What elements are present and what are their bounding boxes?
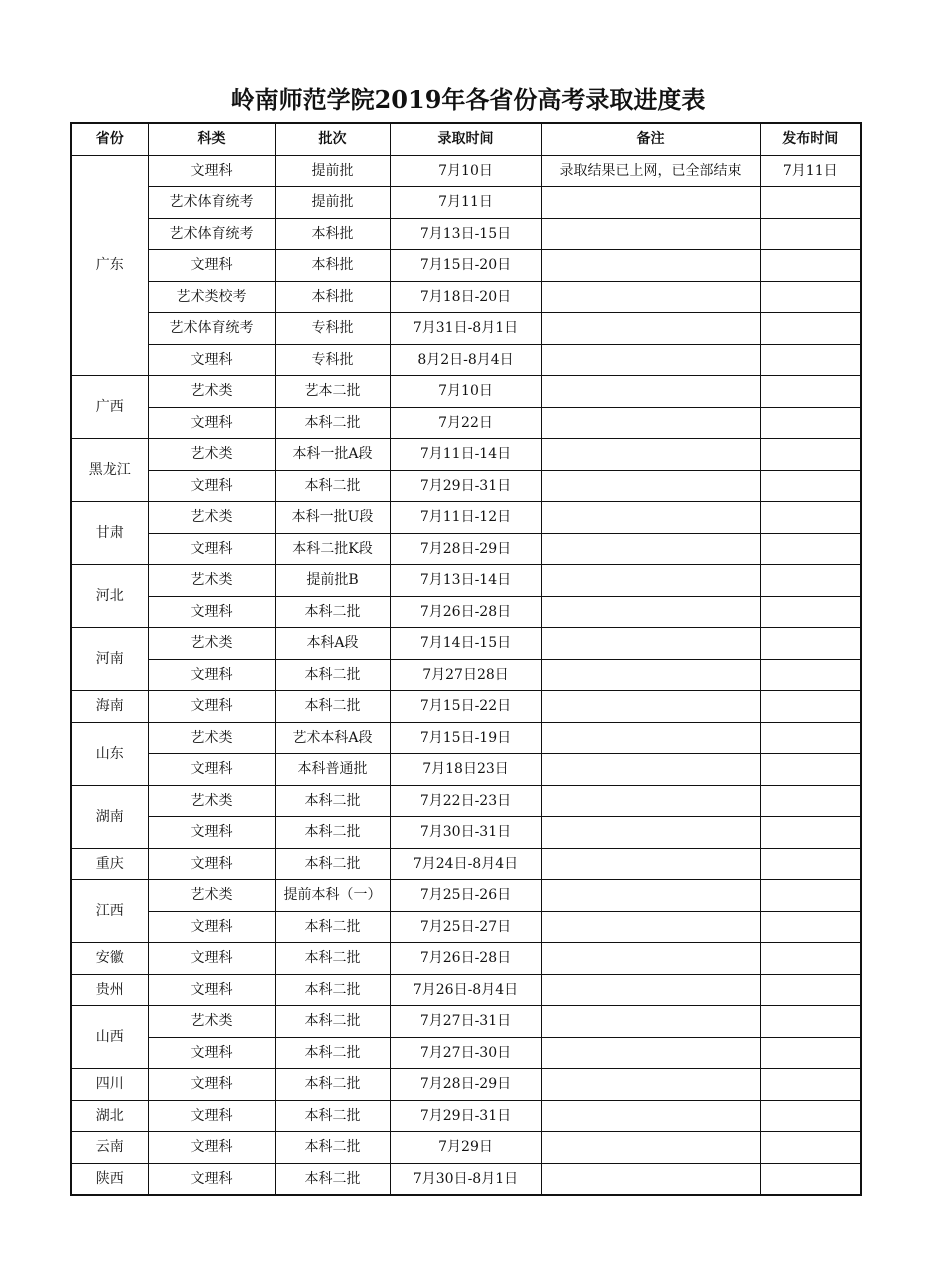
batch-cell: 本科二批 [275, 974, 390, 1006]
category-cell: 艺术类 [148, 1006, 275, 1038]
province-cell: 四川 [71, 1069, 148, 1101]
note-cell [541, 628, 760, 660]
table-body [71, 155, 861, 1195]
note-cell [541, 974, 760, 1006]
note-cell [541, 943, 760, 975]
category-cell: 艺术类校考 [148, 281, 275, 313]
admission-time-cell: 7月25日-26日 [390, 880, 541, 912]
batch-cell: 本科二批 [275, 470, 390, 502]
province-cell: 云南 [71, 1132, 148, 1164]
publish-time-cell [760, 1006, 861, 1038]
table-row [71, 187, 861, 219]
note-cell [541, 785, 760, 817]
province-cell: 广西 [71, 376, 148, 439]
note-cell [541, 1037, 760, 1069]
note-cell [541, 848, 760, 880]
table-row [71, 628, 861, 660]
publish-time-cell [760, 313, 861, 345]
province-cell: 海南 [71, 691, 148, 723]
admission-time-cell: 7月30日-8月1日 [390, 1163, 541, 1195]
publish-time-cell [760, 691, 861, 723]
batch-cell: 本科二批 [275, 1069, 390, 1101]
category-cell: 艺术体育统考 [148, 187, 275, 219]
table-row [71, 250, 861, 282]
note-cell [541, 722, 760, 754]
table-row [71, 470, 861, 502]
note-cell [541, 187, 760, 219]
batch-cell: 本科二批 [275, 659, 390, 691]
note-cell: 录取结果已上网，已全部结束 [541, 155, 760, 187]
publish-time-cell [760, 218, 861, 250]
admission-time-cell: 7月10日 [390, 376, 541, 408]
admission-time-cell: 7月22日 [390, 407, 541, 439]
note-cell [541, 596, 760, 628]
batch-cell: 专科批 [275, 313, 390, 345]
publish-time-cell [760, 911, 861, 943]
province-cell: 甘肃 [71, 502, 148, 565]
publish-time-cell [760, 659, 861, 691]
batch-cell: 本科一批U段 [275, 502, 390, 534]
table-row [71, 313, 861, 345]
table-row [71, 691, 861, 723]
batch-cell: 本科二批 [275, 1163, 390, 1195]
category-cell: 文理科 [148, 754, 275, 786]
admission-table [70, 122, 862, 1196]
table-row [71, 1100, 861, 1132]
batch-cell: 本科批 [275, 281, 390, 313]
admission-time-cell: 7月31日-8月1日 [390, 313, 541, 345]
publish-time-cell [760, 817, 861, 849]
admission-time-cell: 8月2日-8月4日 [390, 344, 541, 376]
table-row [71, 722, 861, 754]
admission-time-cell: 7月11日 [390, 187, 541, 219]
category-cell: 文理科 [148, 1069, 275, 1101]
admission-time-cell: 7月26日-28日 [390, 943, 541, 975]
batch-cell: 本科二批 [275, 596, 390, 628]
admission-time-cell: 7月18日-20日 [390, 281, 541, 313]
category-cell: 艺术类 [148, 376, 275, 408]
admission-time-cell: 7月15日-20日 [390, 250, 541, 282]
note-cell [541, 1100, 760, 1132]
note-cell [541, 691, 760, 723]
batch-cell: 本科批 [275, 250, 390, 282]
admission-time-cell: 7月28日-29日 [390, 1069, 541, 1101]
province-cell: 安徽 [71, 943, 148, 975]
category-cell: 文理科 [148, 1037, 275, 1069]
category-cell: 文理科 [148, 691, 275, 723]
table-row [71, 754, 861, 786]
province-cell: 重庆 [71, 848, 148, 880]
header-admission-time: 录取时间 [390, 123, 541, 155]
publish-time-cell [760, 880, 861, 912]
table-row [71, 565, 861, 597]
admission-time-cell: 7月10日 [390, 155, 541, 187]
header-publish-time: 发布时间 [760, 123, 861, 155]
category-cell: 艺术体育统考 [148, 218, 275, 250]
admission-time-cell: 7月27日28日 [390, 659, 541, 691]
admission-time-cell: 7月29日 [390, 1132, 541, 1164]
province-cell: 河南 [71, 628, 148, 691]
table-row [71, 1069, 861, 1101]
publish-time-cell [760, 754, 861, 786]
note-cell [541, 1163, 760, 1195]
batch-cell: 本科二批 [275, 407, 390, 439]
publish-time-cell [760, 1132, 861, 1164]
admission-time-cell: 7月11日-12日 [390, 502, 541, 534]
note-cell [541, 1132, 760, 1164]
admission-time-cell: 7月27日-31日 [390, 1006, 541, 1038]
note-cell [541, 659, 760, 691]
category-cell: 艺术类 [148, 722, 275, 754]
province-cell: 广东 [71, 155, 148, 376]
publish-time-cell [760, 1163, 861, 1195]
publish-time-cell [760, 1069, 861, 1101]
publish-time-cell [760, 376, 861, 408]
publish-time-cell [760, 1100, 861, 1132]
publish-time-cell [760, 187, 861, 219]
admission-time-cell: 7月13日-15日 [390, 218, 541, 250]
table-row [71, 848, 861, 880]
admission-time-cell: 7月26日-28日 [390, 596, 541, 628]
note-cell [541, 565, 760, 597]
province-cell: 山西 [71, 1006, 148, 1069]
note-cell [541, 439, 760, 471]
category-cell: 文理科 [148, 344, 275, 376]
publish-time-cell [760, 407, 861, 439]
table-row [71, 1006, 861, 1038]
publish-time-cell [760, 628, 861, 660]
publish-time-cell [760, 565, 861, 597]
table-row [71, 1037, 861, 1069]
publish-time-cell [760, 785, 861, 817]
table-row [71, 281, 861, 313]
header-category: 科类 [148, 123, 275, 155]
table-row [71, 880, 861, 912]
publish-time-cell [760, 974, 861, 1006]
publish-time-cell [760, 722, 861, 754]
province-cell: 黑龙江 [71, 439, 148, 502]
table-row [71, 155, 861, 187]
admission-time-cell: 7月13日-14日 [390, 565, 541, 597]
publish-time-cell: 7月11日 [760, 155, 861, 187]
note-cell [541, 470, 760, 502]
admission-time-cell: 7月24日-8月4日 [390, 848, 541, 880]
batch-cell: 艺术本科A段 [275, 722, 390, 754]
note-cell [541, 250, 760, 282]
batch-cell: 艺本二批 [275, 376, 390, 408]
batch-cell: 本科一批A段 [275, 439, 390, 471]
note-cell [541, 376, 760, 408]
category-cell: 艺术类 [148, 880, 275, 912]
header-province: 省份 [71, 123, 148, 155]
province-cell: 河北 [71, 565, 148, 628]
province-cell: 陕西 [71, 1163, 148, 1195]
table-row [71, 596, 861, 628]
table-row [71, 344, 861, 376]
publish-time-cell [760, 470, 861, 502]
table-row [71, 407, 861, 439]
batch-cell: 提前批B [275, 565, 390, 597]
batch-cell: 提前批 [275, 187, 390, 219]
category-cell: 文理科 [148, 470, 275, 502]
note-cell [541, 1069, 760, 1101]
category-cell: 文理科 [148, 596, 275, 628]
header-batch: 批次 [275, 123, 390, 155]
category-cell: 文理科 [148, 848, 275, 880]
publish-time-cell [760, 596, 861, 628]
category-cell: 文理科 [148, 1132, 275, 1164]
publish-time-cell [760, 502, 861, 534]
category-cell: 艺术类 [148, 565, 275, 597]
page-title: 岭南师范学院2019年各省份高考录取进度表 [230, 85, 706, 114]
publish-time-cell [760, 439, 861, 471]
table-row [71, 439, 861, 471]
admission-time-cell: 7月26日-8月4日 [390, 974, 541, 1006]
admission-time-cell: 7月27日-30日 [390, 1037, 541, 1069]
batch-cell: 本科二批 [275, 848, 390, 880]
batch-cell: 本科二批 [275, 785, 390, 817]
admission-time-cell: 7月15日-19日 [390, 722, 541, 754]
batch-cell: 本科二批 [275, 1006, 390, 1038]
note-cell [541, 754, 760, 786]
table-header-row [71, 123, 861, 155]
category-cell: 文理科 [148, 533, 275, 565]
publish-time-cell [760, 250, 861, 282]
batch-cell: 本科二批 [275, 943, 390, 975]
publish-time-cell [760, 281, 861, 313]
table-row [71, 376, 861, 408]
note-cell [541, 502, 760, 534]
admission-time-cell: 7月14日-15日 [390, 628, 541, 660]
category-cell: 文理科 [148, 974, 275, 1006]
publish-time-cell [760, 344, 861, 376]
batch-cell: 本科二批 [275, 1100, 390, 1132]
category-cell: 文理科 [148, 659, 275, 691]
category-cell: 文理科 [148, 911, 275, 943]
province-cell: 湖南 [71, 785, 148, 848]
publish-time-cell [760, 943, 861, 975]
publish-time-cell [760, 1037, 861, 1069]
table-row [71, 817, 861, 849]
category-cell: 文理科 [148, 1100, 275, 1132]
batch-cell: 提前批 [275, 155, 390, 187]
batch-cell: 本科A段 [275, 628, 390, 660]
category-cell: 艺术体育统考 [148, 313, 275, 345]
table-row [71, 533, 861, 565]
note-cell [541, 1006, 760, 1038]
province-cell: 湖北 [71, 1100, 148, 1132]
table-row [71, 218, 861, 250]
batch-cell: 本科二批 [275, 691, 390, 723]
category-cell: 艺术类 [148, 439, 275, 471]
header-note: 备注 [541, 123, 760, 155]
batch-cell: 本科二批 [275, 911, 390, 943]
table-row [71, 659, 861, 691]
batch-cell: 本科二批K段 [275, 533, 390, 565]
publish-time-cell [760, 533, 861, 565]
table-row [71, 502, 861, 534]
admission-time-cell: 7月25日-27日 [390, 911, 541, 943]
category-cell: 文理科 [148, 943, 275, 975]
publish-time-cell [760, 848, 861, 880]
province-cell: 山东 [71, 722, 148, 785]
table-row [71, 1163, 861, 1195]
note-cell [541, 313, 760, 345]
note-cell [541, 281, 760, 313]
note-cell [541, 880, 760, 912]
note-cell [541, 344, 760, 376]
admission-time-cell: 7月11日-14日 [390, 439, 541, 471]
category-cell: 文理科 [148, 250, 275, 282]
category-cell: 艺术类 [148, 785, 275, 817]
admission-time-cell: 7月22日-23日 [390, 785, 541, 817]
note-cell [541, 533, 760, 565]
province-cell: 贵州 [71, 974, 148, 1006]
note-cell [541, 911, 760, 943]
note-cell [541, 407, 760, 439]
province-cell: 江西 [71, 880, 148, 943]
table-row [71, 785, 861, 817]
batch-cell: 专科批 [275, 344, 390, 376]
batch-cell: 本科普通批 [275, 754, 390, 786]
admission-time-cell: 7月29日-31日 [390, 470, 541, 502]
batch-cell: 本科批 [275, 218, 390, 250]
admission-time-cell: 7月15日-22日 [390, 691, 541, 723]
table-row [71, 911, 861, 943]
admission-time-cell: 7月18日23日 [390, 754, 541, 786]
table-row [71, 1132, 861, 1164]
admission-time-cell: 7月30日-31日 [390, 817, 541, 849]
table-row [71, 943, 861, 975]
batch-cell: 本科二批 [275, 817, 390, 849]
admission-time-cell: 7月29日-31日 [390, 1100, 541, 1132]
batch-cell: 提前本科（一） [275, 880, 390, 912]
category-cell: 文理科 [148, 817, 275, 849]
batch-cell: 本科二批 [275, 1132, 390, 1164]
category-cell: 文理科 [148, 155, 275, 187]
category-cell: 文理科 [148, 407, 275, 439]
note-cell [541, 817, 760, 849]
batch-cell: 本科二批 [275, 1037, 390, 1069]
category-cell: 艺术类 [148, 628, 275, 660]
category-cell: 艺术类 [148, 502, 275, 534]
table-row [71, 974, 861, 1006]
category-cell: 文理科 [148, 1163, 275, 1195]
note-cell [541, 218, 760, 250]
admission-time-cell: 7月28日-29日 [390, 533, 541, 565]
